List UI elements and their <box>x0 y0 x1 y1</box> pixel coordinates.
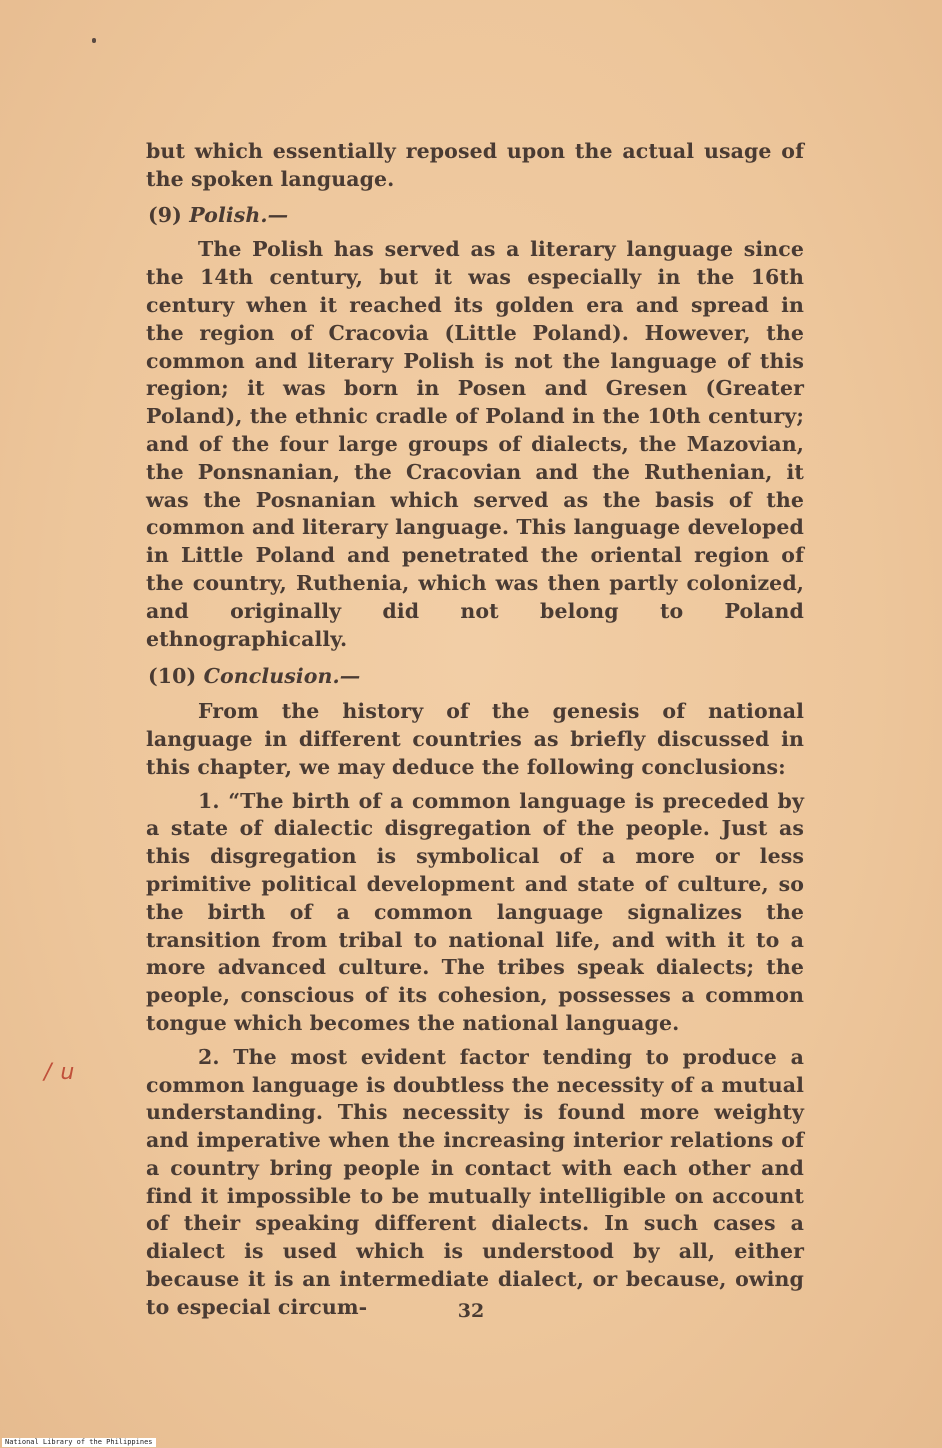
paragraph-conclusion-2: 2. The most evident factor tending to produce a common language is doubtless the necessity of a mutual understanding. This necessity is found more weighty and imperative when the increasing interior relations of a country bring people in contact with each other and find it impossible to be mutually intelligible on account of their speaking different dialects. In such cases a dialect is used which is understood by all, either because it is an intermediate dialect, or because, owing to especial circum- <box>146 1044 804 1319</box>
body-text <box>146 138 804 1322</box>
section-heading-conclusion <box>146 663 804 691</box>
library-credit: National Library of the Philippines <box>2 1438 156 1447</box>
paragraph-conclusion-1: 1. “The birth of a common language is preceded by a state of dialectic disgregation of the people. Just as this disgregation is symbolical of a more or less primitive political development and state of culture, so the birth of a common language signalizes the transition from tribal to national life, and with it to a more advanced culture. The tribes speak dialects; the people, conscious of its cohesion, possesses a common tongue which becomes the national language. <box>146 788 804 1035</box>
section-title: Polish.— <box>189 202 289 227</box>
page-number: 32 <box>457 1300 485 1322</box>
paragraph-continuation: but which essentially reposed upon the actual usage of the spoken language. <box>146 139 804 191</box>
section-title: Conclusion.— <box>203 664 361 689</box>
handwritten-margin-note: / u <box>44 1060 76 1085</box>
section-number: (10) <box>148 664 197 689</box>
ink-speck <box>92 38 96 43</box>
paragraph-conclusion-intro: From the history of the genesis of national language in different countries as briefly discussed in this chapter, we may deduce the following conclusions: <box>146 699 804 779</box>
paragraph-polish: The Polish has served as a literary language since the 14th century, but it was especially in the 16th century when it reached its golden era and spread in the region of Cracovia (Little Poland). However, the common and literary Polish is not the language of this region; it was born in Posen and Gresen (Greater Poland), the ethnic cradle of Poland in the 10th century; and of the four large groups of dialects, the Mazovian, the Ponsnanian, the Cracovian and the Ruthenian, it was the Posnanian which served as the basis of the common and literary language. This language developed in Little Poland and penetrated the oriental region of the country, Ruthenia, which was then partly colonized, and originally did not belong to Poland ethnographically. <box>146 237 804 651</box>
section-number: (9) <box>148 202 182 227</box>
section-heading-polish <box>146 202 804 230</box>
